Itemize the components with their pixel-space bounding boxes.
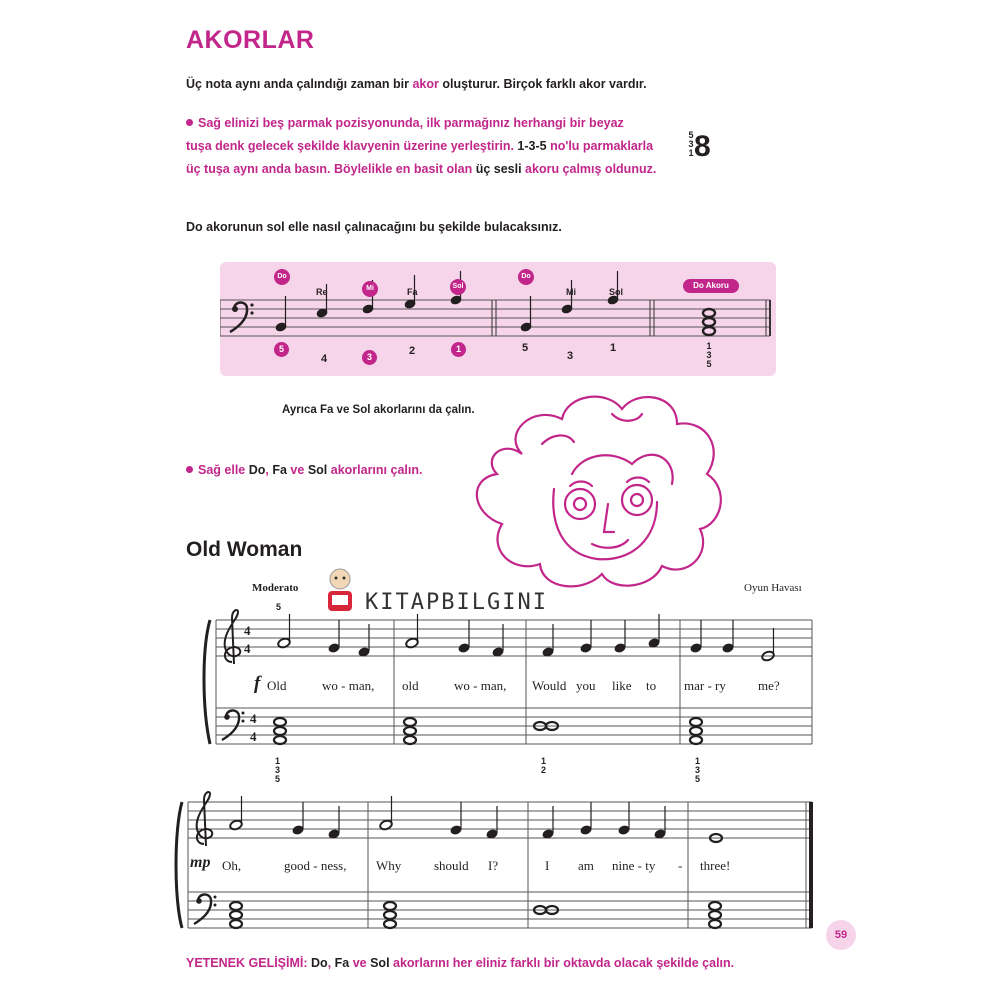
finger-badge-5: 5	[274, 342, 289, 357]
footer-c: ,	[327, 956, 335, 970]
lyric2-5: I?	[488, 858, 499, 873]
bullet2-c: ,	[265, 463, 273, 477]
note-label-fa: Fa	[407, 287, 418, 297]
bass-clef-icon	[222, 710, 245, 740]
brace-icon	[204, 620, 210, 744]
finger-5: 5	[688, 130, 694, 140]
svg-text:4: 4	[250, 711, 257, 726]
finger-badge-3: 3	[362, 350, 377, 365]
bullet2-f: Sol	[307, 463, 328, 477]
footer-f: Sol	[370, 956, 390, 970]
bullet2-e: ve	[286, 463, 308, 477]
also-e: akorlarını da çalın.	[370, 404, 475, 416]
lh-finger-3	[695, 757, 700, 784]
lyric-2: wo - man,	[322, 678, 375, 693]
do-chord-notes	[703, 309, 715, 335]
svg-text:8: 8	[694, 130, 711, 160]
svg-text:4: 4	[250, 729, 257, 744]
lyric2-4: should	[434, 858, 469, 873]
bullet1-line2b: 1-3-5	[517, 139, 547, 153]
footer-g: akorlarını her eliniz farklı bir oktavda olacak şekilde çalın.	[389, 956, 735, 970]
lyric2-9: -	[678, 858, 683, 873]
lh-f1b: 3	[275, 765, 281, 775]
bullet-instruction-1	[186, 112, 656, 181]
lyric2-2: good - ness,	[284, 858, 347, 873]
intro-after: oluşturur. Birçok farklı akor vardır.	[438, 77, 647, 91]
finger-1: 1	[688, 148, 694, 158]
lh-f1a: 1	[275, 756, 281, 766]
do-rest: akorunun sol elle nasıl çalınacağını bu şekilde bulacaksınız.	[202, 220, 562, 234]
page-title: AKORLAR	[186, 26, 315, 54]
song-title: Old Woman	[186, 538, 303, 561]
lyric2-3: Why	[376, 858, 402, 873]
finger-num-1b: 1	[610, 342, 617, 354]
bullet1-line2c: no'lu parmaklarla	[546, 139, 654, 153]
lh-f3a: 1	[695, 756, 701, 766]
bullet1-line1: Sağ elinizi beş parmak pozisyonunda, ilk parmağınız herhangi bir beyaz	[198, 116, 624, 130]
lh-finger-2	[541, 757, 546, 775]
lyric2-7: am	[578, 858, 594, 873]
intro-text	[186, 73, 647, 96]
intro-before: Üç nota aynı anda çalındığı zaman bir	[186, 77, 413, 91]
bullet2-b: Do	[248, 463, 266, 477]
do-bold: Do	[186, 220, 203, 234]
lyric-7: like	[612, 678, 632, 693]
also-a: Ayrıca	[282, 404, 320, 416]
music-system-1	[200, 608, 820, 748]
note-label-re: Re	[316, 287, 328, 297]
chord-finger-5: 5	[706, 359, 712, 369]
lh-f1c: 5	[275, 774, 281, 784]
lyric-3: old	[402, 678, 419, 693]
footer-b: Do	[307, 956, 328, 970]
note-label-do: Do	[274, 269, 290, 285]
lyric-8: to	[646, 678, 657, 693]
start-finger: 5	[276, 602, 282, 612]
old-woman-illustration	[462, 384, 732, 596]
bullet-instruction-2	[186, 459, 422, 482]
bullet-icon	[186, 466, 193, 473]
lyric-1: Old	[267, 678, 287, 693]
bullet1-line3a: üç tuşa aynı anda basın. Böylelikle en basit olan	[186, 162, 476, 176]
svg-text:4: 4	[244, 623, 251, 638]
bullet1-line3b: üç sesli	[475, 162, 522, 176]
note-label-mi-2: Mi	[566, 287, 576, 297]
tempo-marking: Moderato	[252, 582, 299, 594]
finger-num-4: 4	[321, 353, 328, 365]
finger-badge-1: 1	[451, 342, 466, 357]
watermark-text: KITAPBILGINI	[365, 590, 548, 615]
lyric-5: Would	[532, 678, 567, 693]
also-b: Fa	[319, 404, 334, 416]
finger-num-5b: 5	[522, 342, 529, 354]
bullet2-g: akorlarını çalın.	[327, 463, 423, 477]
bullet2-d: Fa	[272, 463, 287, 477]
lh-f2b: 2	[541, 765, 547, 775]
also-c: ve	[333, 404, 353, 416]
chord-8-icon	[694, 128, 712, 160]
lh-f3b: 3	[695, 765, 701, 775]
dynamic-forte: f	[254, 673, 261, 694]
song-genre: Oyun Havası	[744, 582, 802, 594]
chord-fingering	[704, 342, 714, 369]
note-label-mi: Mi	[362, 281, 378, 297]
lyric-9: mar - ry	[684, 678, 726, 693]
lyric-4: wo - man,	[454, 678, 507, 693]
also-sentence	[282, 399, 475, 422]
bullet1-line2a: tuşa denk gelecek şekilde klavyenin üzerine yerleştirin.	[186, 139, 518, 153]
brace-icon	[176, 802, 182, 928]
note-label-do-2: Do	[518, 269, 534, 285]
finger-3: 3	[688, 139, 694, 149]
also-d: Sol	[352, 404, 371, 416]
lyric2-1: Oh,	[222, 858, 242, 873]
lyric2-6: I	[545, 858, 550, 873]
do-sentence	[186, 216, 562, 239]
chord-label-badge: Do Akoru	[683, 279, 739, 293]
footer-e: ve	[349, 956, 371, 970]
lyric-6: you	[576, 678, 596, 693]
page-number-badge: 59	[826, 920, 856, 950]
bullet2-a: Sağ elle	[198, 463, 249, 477]
lh-f3c: 5	[695, 774, 701, 784]
lyric2-8: nine - ty	[612, 858, 656, 873]
bullet-icon	[186, 119, 193, 126]
lyric2-10: three!	[700, 858, 731, 873]
footer-d: Fa	[334, 956, 350, 970]
finger-num-2: 2	[409, 345, 416, 357]
intro-highlight: akor	[412, 77, 439, 91]
chord-finger-3: 3	[706, 350, 712, 360]
bass-clef-icon	[194, 894, 217, 924]
lyric-10: me?	[758, 678, 780, 693]
skill-development-footer	[186, 956, 734, 970]
bass-clef-icon	[230, 302, 254, 332]
bullet1-line3c: akoru çalmış oldunuz.	[521, 162, 657, 176]
footer-a: YETENEK GELİŞİMİ:	[186, 956, 308, 970]
svg-text:4: 4	[244, 641, 251, 656]
dynamic-mezzo-piano: mp	[190, 854, 211, 871]
lh-f2a: 1	[541, 756, 547, 766]
finger-num-3b: 3	[567, 350, 574, 362]
note-label-sol: Sol	[450, 279, 466, 295]
chord-finger-1: 1	[706, 341, 712, 351]
lh-finger-1	[275, 757, 280, 784]
note-label-sol-2: Sol	[609, 287, 624, 297]
